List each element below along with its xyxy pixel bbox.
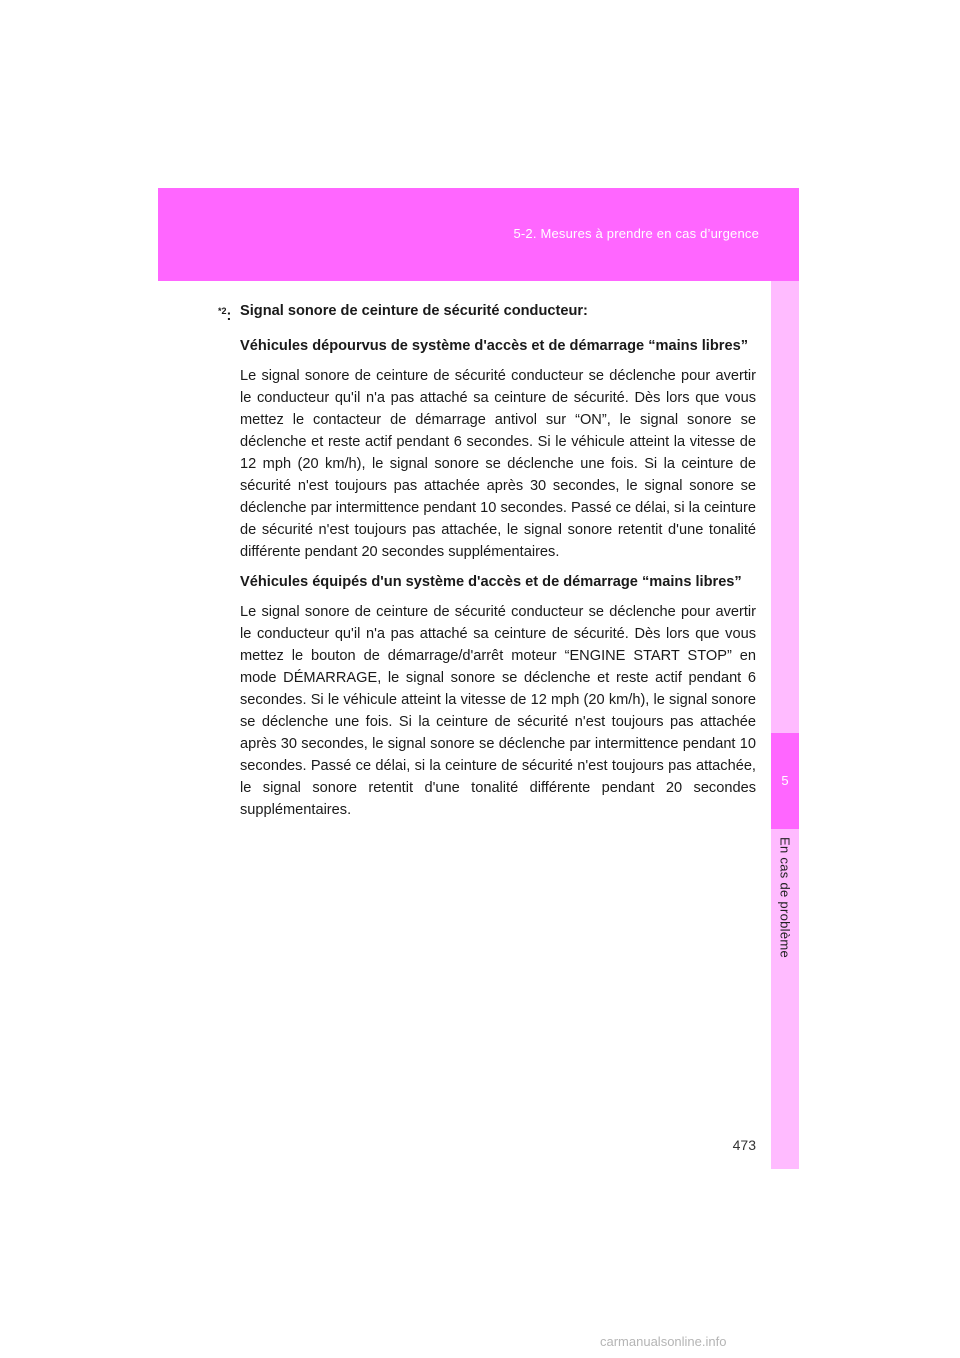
note-marker	[218, 300, 240, 327]
note-title-row	[218, 300, 756, 327]
section-body-no-smart-key: Le signal sonore de ceinture de sécurité conducteur se déclenche pour avertir le conducteur qu'il n'a pas attaché sa ceinture de sécurité. Dès lors que vous mettez le contacteur de démarrage antivol sur “ON”, le signal sonore se déclenche et reste actif pendant 6 secondes. Si le véhicule atteint la vitesse de 12 mph (20 km/h), le signal sonore se déclenche une fois. Si la ceinture de sécurité n'est toujours pas attachée après 30 secondes, le signal sonore se déclenche par intermittence pendant 10 secondes. Passé ce délai, si la ceinture de sécurité n'est toujours pas attachée, le signal sonore retentit d'une tonalité différente pendant 20 secondes supplémentaires.	[240, 368, 756, 560]
page-number: 473	[732, 1137, 756, 1153]
header-band	[158, 188, 799, 281]
note-title: Signal sonore de ceinture de sécurité conducteur:	[240, 303, 588, 319]
section-heading-no-smart-key: Véhicules dépourvus de système d'accès et de démarrage “mains libres”	[240, 338, 748, 354]
section-title: 5-2. Mesures à prendre en cas d’urgence	[513, 226, 759, 241]
section-heading-smart-key: Véhicules équipés d'un système d'accès et de démarrage “mains libres”	[240, 574, 742, 590]
note-marker-number: *2	[218, 306, 227, 316]
chapter-label: En cas de problème	[777, 837, 793, 959]
chapter-number: 5	[771, 733, 799, 829]
note-body	[240, 335, 756, 821]
note-marker-suffix: :	[226, 308, 232, 324]
watermark: carmanualsonline.info	[600, 1334, 727, 1349]
section-body-smart-key: Le signal sonore de ceinture de sécurité conducteur se déclenche pour avertir le conducteur qu'il n'a pas attaché sa ceinture de sécurité. Dès lors que vous mettez le bouton de démarrage/d'arrêt moteur “ENGINE START STOP” en mode DÉMARRAGE, le signal sonore se déclenche et reste actif pendant 6 secondes. Si le véhicule atteint la vitesse de 12 mph (20 km/h), le signal sonore se déclenche une fois. Si la ceinture de sécurité n'est toujours pas attachée après 30 secondes, le signal sonore se déclenche par intermittence pendant 10 secondes. Passé ce délai, si la ceinture de sécurité n'est toujours pas attachée, le signal sonore retentit d'une tonalité différente pendant 20 secondes supplémentaires.	[240, 604, 756, 818]
page-content	[218, 300, 756, 829]
chapter-label-wrapper	[771, 837, 799, 987]
chapter-side-tab	[771, 281, 799, 1169]
